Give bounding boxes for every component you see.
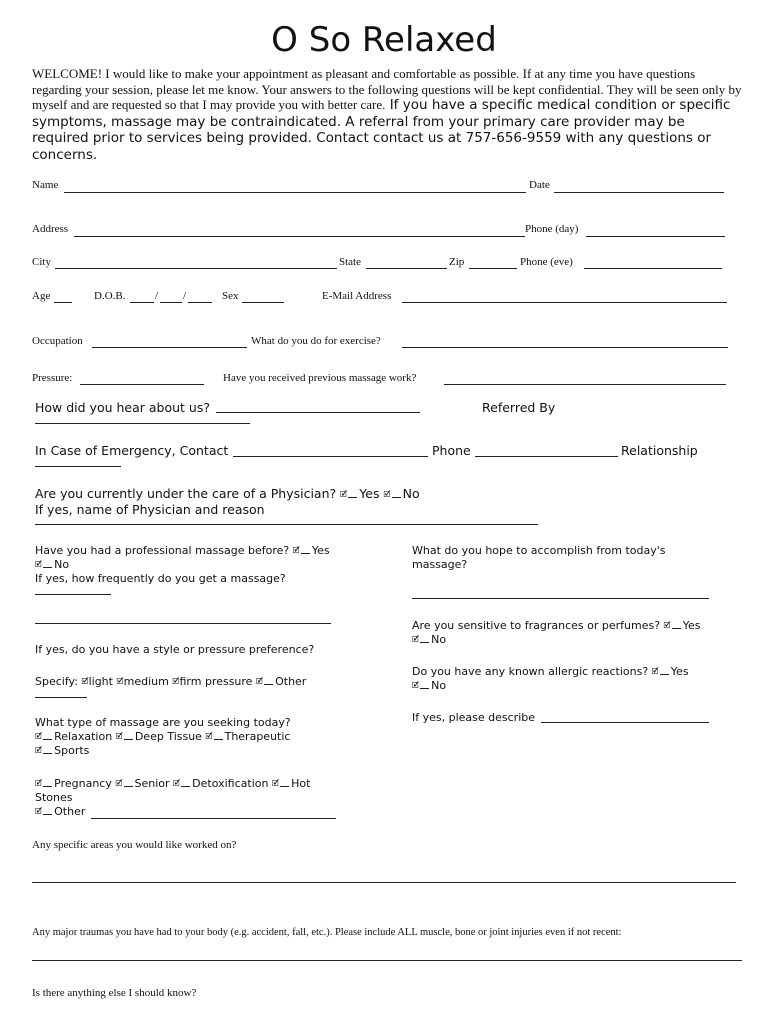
hear-about-field[interactable]: [216, 412, 420, 413]
previous-massage-field[interactable]: [444, 384, 726, 385]
dob-day-field[interactable]: [160, 302, 182, 303]
emergency-phone-label: Phone: [432, 443, 471, 458]
firm-label: firm pressure: [179, 675, 253, 688]
checkbox-icon[interactable]: 🗹: [383, 490, 391, 499]
occupation-label: Occupation: [32, 335, 83, 347]
pressure-label: Pressure:: [32, 372, 73, 384]
occupation-field[interactable]: [92, 347, 247, 348]
checkbox-icon[interactable]: 🗹: [340, 490, 348, 499]
therapeutic-label: Therapeutic: [224, 730, 291, 743]
exercise-field[interactable]: [402, 347, 728, 348]
intro-serif-text: WELCOME! I would like to make your appointment as pleasant and comfortable as possible. If at any time you have questions regarding your session, please let me know. Your answers to the following questions will be kept confidential. They will be seen only by myself and are requested so that I may provide you with better care.: [32, 66, 742, 112]
allergies-text: Do you have any known allergic reactions?: [412, 665, 649, 678]
fragrances-question: [412, 619, 732, 647]
emergency-contact-field[interactable]: [233, 456, 428, 457]
light-label: light: [88, 675, 113, 688]
fragrances-text: Are you sensitive to fragrances or perfumes?: [412, 619, 661, 632]
checkbox-icon[interactable]: 🗹: [651, 667, 659, 676]
dob-separator: /: [155, 290, 159, 302]
dob-month-field[interactable]: [130, 302, 154, 303]
dob-year-field[interactable]: [188, 302, 212, 303]
emergency-phone-field[interactable]: [475, 456, 618, 457]
fragrances-no-label: No: [431, 633, 447, 646]
city-label: City: [32, 256, 51, 268]
age-field[interactable]: [54, 302, 72, 303]
specify-label: Specify:: [35, 675, 78, 688]
checkbox-icon[interactable]: 🗹: [115, 732, 123, 741]
checkbox-icon[interactable]: 🗹: [116, 677, 124, 686]
phone-eve-label: Phone (eve): [520, 256, 573, 268]
accomplish-label: What do you hope to accomplish from today's massage?: [412, 544, 666, 571]
relationship-label: Relationship: [621, 443, 698, 458]
checkbox-icon[interactable]: 🗹: [205, 732, 213, 741]
detox-label: Detoxification: [192, 777, 269, 790]
specify-row: [35, 675, 306, 690]
frequency-extra-field[interactable]: [35, 623, 331, 624]
date-field[interactable]: [554, 192, 724, 193]
zip-field[interactable]: [469, 268, 517, 269]
style-preference-label: If yes, do you have a style or pressure preference?: [35, 643, 315, 656]
other-pressure-label: Other: [275, 675, 307, 688]
checkbox-icon[interactable]: 🗹: [292, 546, 300, 555]
pressure-field[interactable]: [80, 384, 204, 385]
phone-eve-field[interactable]: [584, 268, 722, 269]
other-type-label: Other: [54, 805, 86, 818]
checkbox-icon[interactable]: 🗹: [35, 732, 43, 741]
checkbox-icon[interactable]: 🗹: [115, 779, 123, 788]
checkbox-icon[interactable]: 🗹: [255, 677, 264, 686]
email-field[interactable]: [402, 302, 727, 303]
state-label: State: [339, 256, 361, 268]
relaxation-label: Relaxation: [54, 730, 113, 743]
age-label: Age: [32, 290, 51, 302]
sex-label: Sex: [222, 290, 239, 302]
physician-question-text: Are you currently under the care of a Physician?: [35, 486, 337, 501]
address-field[interactable]: [74, 236, 525, 237]
other-pressure-field[interactable]: [35, 697, 87, 698]
allergies-question: [412, 665, 732, 693]
city-field[interactable]: [55, 268, 337, 269]
date-label: Date: [529, 179, 550, 191]
sex-field[interactable]: [242, 302, 284, 303]
intro-paragraph: [32, 66, 744, 163]
other-type-field[interactable]: [91, 818, 336, 819]
checkbox-icon[interactable]: 🗹: [35, 807, 43, 816]
accomplish-field[interactable]: [412, 598, 709, 599]
anything-else-label: Is there anything else I should know?: [32, 987, 197, 999]
phone-day-field[interactable]: [586, 236, 725, 237]
checkbox-icon[interactable]: 🗹: [35, 779, 43, 788]
previous-massage-label: Have you received previous massage work?: [223, 372, 417, 384]
dob-label: D.O.B.: [94, 290, 126, 302]
sports-label: Sports: [54, 744, 90, 757]
fragrances-yes-label: Yes: [682, 619, 701, 632]
hear-about-label: How did you hear about us?: [35, 400, 210, 415]
physician-name-label: If yes, name of Physician and reason: [35, 502, 265, 517]
form-title: O So Relaxed: [271, 20, 497, 60]
referred-by-field[interactable]: [35, 423, 250, 424]
checkbox-icon[interactable]: 🗹: [271, 779, 280, 788]
areas-label: Any specific areas you would like worked on?: [32, 839, 237, 851]
frequency-label: If yes, how frequently do you get a massage?: [35, 572, 286, 585]
describe-field[interactable]: [541, 722, 709, 723]
checkbox-icon[interactable]: 🗹: [35, 746, 43, 755]
massage-type-question: [35, 716, 355, 758]
deep-tissue-label: Deep Tissue: [134, 730, 202, 743]
traumas-field[interactable]: [32, 960, 742, 961]
hot-stones-label: Hot Stones: [35, 777, 311, 804]
massage-type-label: What type of massage are you seeking today?: [35, 716, 291, 729]
checkbox-icon[interactable]: 🗹: [81, 677, 89, 686]
dob-separator: /: [183, 290, 187, 302]
relationship-field[interactable]: [35, 466, 121, 467]
allergies-no-label: No: [431, 679, 447, 692]
medium-label: medium: [123, 675, 169, 688]
professional-yes-label: Yes: [311, 544, 330, 557]
physician-no-label: No: [402, 486, 420, 501]
professional-massage-question: [35, 544, 365, 586]
exercise-label: What do you do for exercise?: [251, 335, 381, 347]
checkbox-icon[interactable]: 🗹: [412, 635, 420, 644]
phone-day-label: Phone (day): [525, 223, 579, 235]
state-field[interactable]: [366, 268, 447, 269]
zip-label: Zip: [449, 256, 465, 268]
checkbox-icon[interactable]: 🗹: [663, 621, 671, 630]
referred-by-label: Referred By: [482, 400, 556, 415]
traumas-label: Any major traumas you have had to your body (e.g. accident, fall, etc.). Please include ALL muscle, bone or joint injuries even if not recent:: [32, 927, 622, 938]
emergency-contact-label: In Case of Emergency, Contact: [35, 443, 229, 458]
checkbox-icon[interactable]: 🗹: [172, 677, 180, 686]
checkbox-icon[interactable]: 🗹: [412, 681, 420, 690]
physician-yes-label: Yes: [359, 486, 380, 501]
physician-question: [35, 486, 420, 503]
allergies-yes-label: Yes: [670, 665, 689, 678]
checkbox-icon[interactable]: 🗹: [173, 779, 181, 788]
areas-field[interactable]: [32, 882, 736, 883]
physician-name-field[interactable]: [35, 524, 538, 525]
name-label: Name: [32, 179, 59, 191]
checkbox-icon[interactable]: 🗹: [35, 560, 43, 569]
email-label: E-Mail Address: [322, 290, 392, 302]
address-label: Address: [32, 223, 69, 235]
massage-type-more: [35, 777, 345, 819]
professional-massage-text: Have you had a professional massage before?: [35, 544, 290, 557]
intro-sans-text: If you have a specific medical condition or specific symptoms, massage may be contraindicated. A referral from your primary care provider may be required prior to services being provided. Contact contact us at 757-656-9559 with any questions or concerns.: [32, 97, 731, 163]
professional-no-label: No: [54, 558, 70, 571]
pregnancy-label: Pregnancy: [54, 777, 112, 790]
senior-label: Senior: [134, 777, 170, 790]
name-field[interactable]: [64, 192, 526, 193]
describe-label: If yes, please describe: [412, 711, 536, 724]
frequency-field[interactable]: [35, 594, 111, 595]
